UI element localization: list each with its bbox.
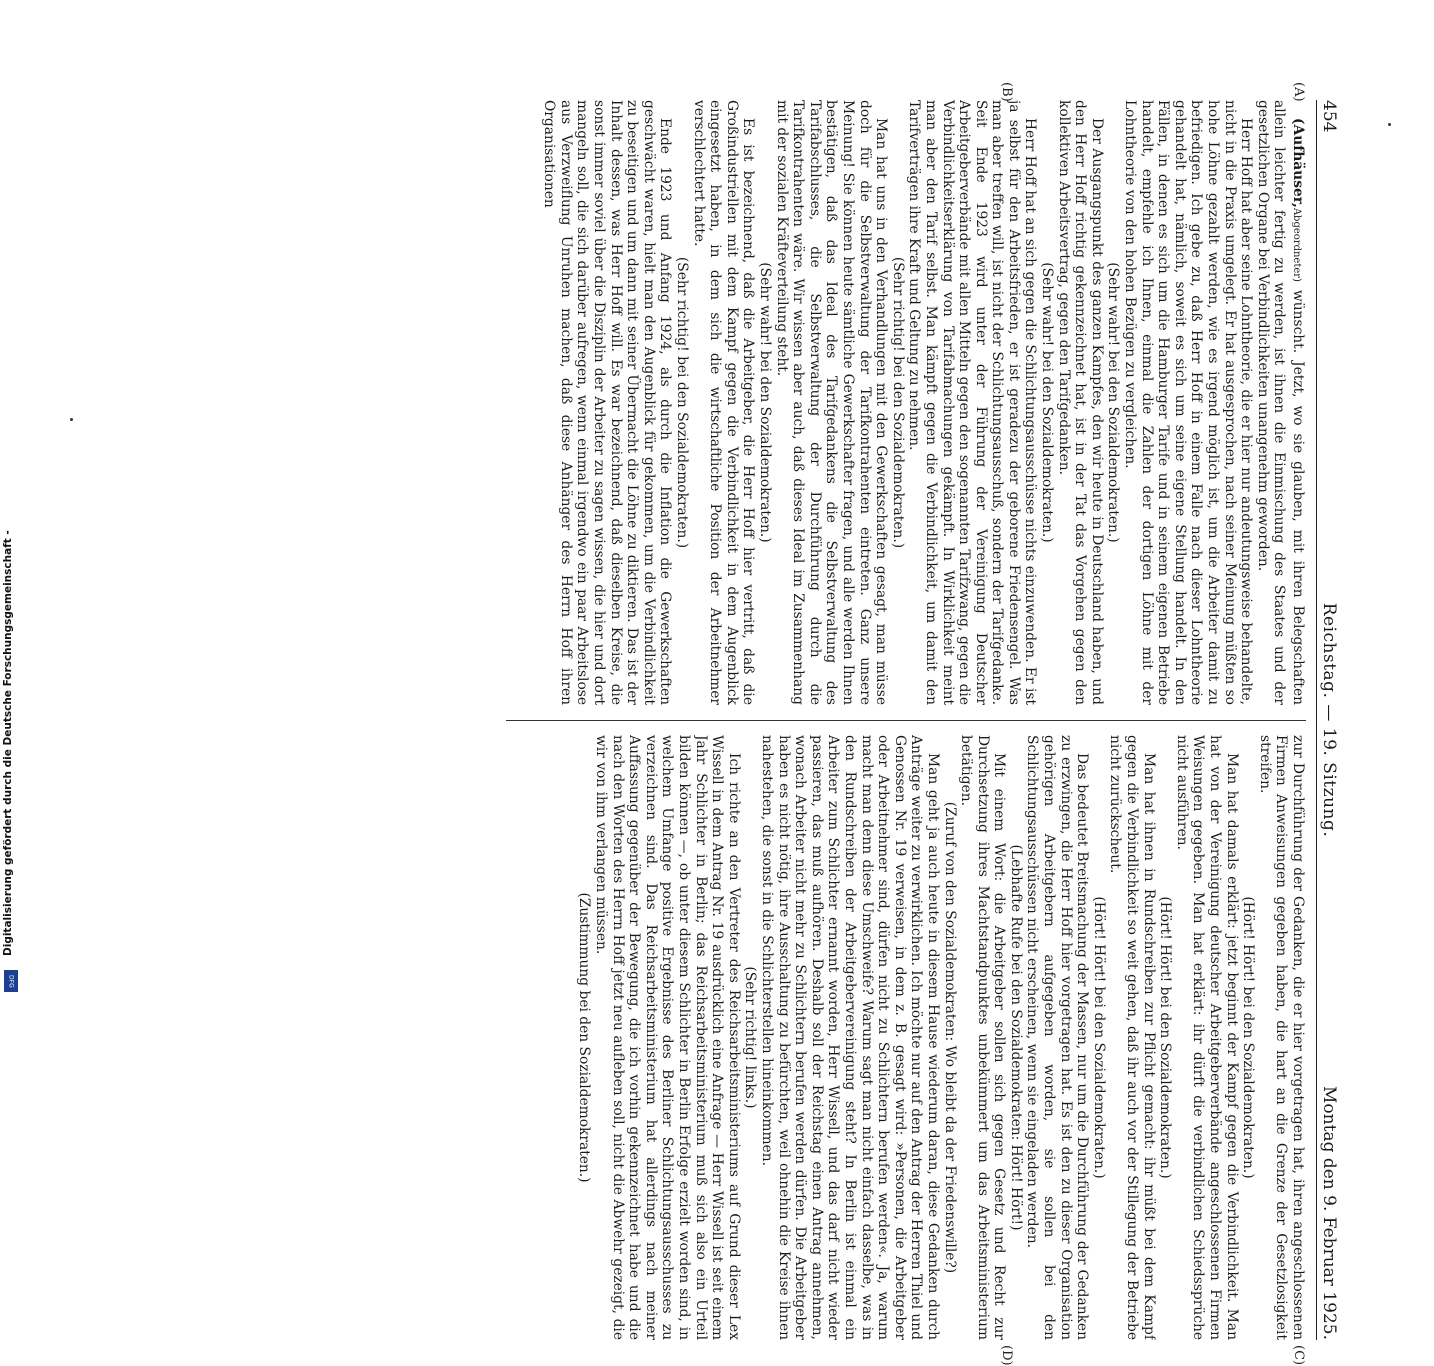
paragraph <box>906 100 1039 705</box>
paragraph-text: (Sehr richtig! links.) <box>742 966 759 1109</box>
paragraph-text: (Zustimmung bei den Sozialdemokraten.) <box>576 892 593 1183</box>
speaker-name: (Aufhäuser, <box>1290 118 1306 208</box>
paragraph <box>690 100 756 705</box>
paragraph-text: Es ist bezeichnend, daß die Arbeitgeber, die Herr Hoff hier vertritt, daß die Großindustriellen mit dem Kampf gegen die Verbindlichkeit in dem Augenblick eingesetzt haben, in dem sich die wirtschaftliche Position der Arbeitnehmer verschlechtert hatte. <box>690 100 757 705</box>
paragraph-text: Herr Hoff hat aber seine Lohntheorie, die er hier nur andeutungsweise behandelte, nicht in die Praxis umgelegt. Er hat ausgesprochen, nach seiner Meinung müßten so hohe Löhne gezahlt werden, wie es irgend möglich ist, um die Arbeiter damit zu befriedigen. Ich gebe zu, daß Herr Hoff in einem Falle nach dieser Lohntheorie gehandelt hat, nämlich, soweit es sich um seine eigene Stellung handelt. In den Fällen, in denen es sich um die Hamburger Tarife und in seinem eigenen Betriebe handelt, empfehle ich Ihnen, einmal die Zahlen der dortigen Löhne mit der Lohntheorie von den hohen Bezügen zu vergleichen. <box>1122 100 1255 705</box>
paragraph <box>541 100 674 705</box>
paragraph <box>1254 100 1306 705</box>
paragraph <box>592 735 741 1340</box>
paragraph-text: (Hört! Hört! bei den Sozialdemokraten.) <box>1157 896 1174 1179</box>
left-column <box>506 100 1306 705</box>
interjection <box>1157 735 1174 1340</box>
paragraph-text: zur Durchführung der Gedanken, die er hier vorgetragen hat, ihren angeschlossenen Firmen Anweisungen gegeben haben, die hart an die Grenze der Gesetzlosigkeit streifen. <box>1256 735 1306 1340</box>
paragraph-text: Ende 1923 und Anfang 1924, als durch die Inflation die Gewerkschaften geschwächt waren, hielt man den Augenblick für gekommen, um die Verbindlichkeit zu beseitigen und um dann mit seiner Übermacht die Löhne zu diktieren. Das ist der Inhalt dessen, was Herr Hoff will. Es war bezeichnend, daß dieselben Kreise, die sonst immer soviel über die Disziplin der Arbeiter zu sagen wissen, die hier und dort mangeln soll, die sich darüber aufregen, wenn einmal irgendwo ein paar Arbeitslose aus Verzweiflung Unruhen machen, daß diese Anhänger des Herrn Hoff ihren Organisationen <box>541 100 674 705</box>
paragraph <box>958 735 1008 1340</box>
interjection <box>1039 100 1056 705</box>
paragraph <box>758 735 941 1340</box>
session-date: Montag den 9. Februar 1925. <box>1319 1086 1339 1340</box>
interjection <box>1105 100 1122 705</box>
paragraph <box>1055 100 1105 705</box>
paragraph <box>1121 100 1254 705</box>
paragraph-text: (Sehr wahr! bei den Sozialdemokraten.) <box>1105 262 1122 543</box>
interjection <box>756 100 773 705</box>
paragraph-text: Der Ausgangspunkt des ganzen Kampfes, den wir heute in Deutschland haben, und den Herr Hoff richtig gekennzeichnet hat, ist in der Tat das Vorgehen gegen den kollektiven Arbeitsvertrag, gegen den Tarifgedanken. <box>1055 100 1105 705</box>
paragraph-text: Mit einem Wort: die Arbeitgeber sollen sich gegen Gesetz und Recht zur Durchsetzung ihres Machtstandpunktes unbekümmert um das Arbeitsministerium betätigen. <box>958 735 1008 1340</box>
digitization-text: Digitalisierung gefördert durch die Deutsche Forschungsgemeinschaft - <box>2 530 14 956</box>
digitization-notice <box>2 530 18 996</box>
dfg-logo-text: DFG <box>7 974 15 988</box>
column-divider <box>506 720 1306 721</box>
interjection <box>941 735 958 1340</box>
interjection <box>673 100 690 705</box>
paragraph <box>1024 735 1090 1340</box>
right-column <box>506 735 1306 1340</box>
paragraph <box>1173 735 1239 1340</box>
page-header <box>1316 100 1339 1340</box>
paragraph-text: (Zuruf von den Sozialdemokraten: Wo bleibt da der Friedenswille?) <box>941 801 958 1274</box>
margin-marker-c: (C) <box>1291 1345 1306 1366</box>
paragraph-text: (Sehr richtig! bei den Sozialdemokraten.) <box>889 256 906 549</box>
speaker-note: Abgeordneter) <box>1291 207 1302 282</box>
interjection <box>1007 735 1024 1340</box>
paragraph <box>1256 735 1306 1340</box>
paragraph-text: (Sehr wahr! bei den Sozialdemokraten.) <box>1039 262 1056 543</box>
interjection <box>576 735 593 1340</box>
margin-marker-a: (A) <box>1291 82 1306 102</box>
paragraph-text: (Sehr richtig! bei den Sozialdemokraten.) <box>674 256 691 549</box>
paragraph-text: (Hört! Hört! bei den Sozialdemokraten.) <box>1240 896 1257 1179</box>
paragraph-text: Man geht ja auch heute in diesem Hause wiederum daran, diese Gedanken durch Anträge weiter zu verwirklichen. Ich möchte nur auf den Antrag der Herren Thiel und Genossen Nr. 19 verweisen, in dem z. B. gesagt wird: »Personen, die Arbeitgeber oder Arbeitnehmer sind, dürfen nicht zu Schlichtern berufen werden«. Ja, warum macht man denn diese Umschweife? Warum sagt man nicht einfach dasselbe, was in den Rundschreiben der Arbeitgebervereinigung steht? In Berlin ist einmal ein Arbeiter zum Schlichter ernannt worden, Herr Wissell, und das darf nicht wieder passieren, das muß aufhören. Deshalb soll der Reichstag einen Antrag annehmen, wonach Arbeiter nicht mehr zu Schlichtern berufen werden dürfen. Die Arbeitgeber haben es nicht nötig, ihre Ausschaltung zu befürchten, weil ohnehin die Kreise ihnen nahestehen, die sonst in die Schlichterstellen hineinkommen. <box>759 735 941 1340</box>
margin-marker-d: (D) <box>999 1345 1014 1366</box>
page-title: Reichstag. — 19. Sitzung. <box>1319 602 1339 838</box>
paragraph-text: Ich richte an den Vertreter des Reichsarbeitsministeriums auf Grund dieser Lex Wissell in dem Antrag Nr. 19 ausdrücklich eine Anfrage — Herr Wissell ist seit einem Jahr Schlichter in Berlin; das Reichsarbeitsministerium muß sich also ein Urteil bilden können —, ob unter diesem Schlichter in Berlin Erfolge erzielt worden sind, in welchem Umfange positive Ergebnisse des Berliner Schlichtungsausschusses zu verzeichnen sind. Das Reichsarbeitsministerium hat allerdings nach meiner Auffassung gegenüber der Bewegung, die ich vorhin gekennzeichnet habe und die nach den Worten des Herrn Hoff jetzt neu aufleben soll, nicht die Abwehr gezeigt, die wir von ihm verlangen müssen. <box>593 735 742 1340</box>
paragraph-text: wünscht. Jetzt, wo sie glauben, mit ihren Belegschaften allein leichter fertig zu werden, ist ihnen die Einmischung des Staates und der gesetzlichen Organe bei Verbindlichkeiten unangenehm geworden. <box>1254 100 1306 705</box>
dfg-logo <box>4 970 18 992</box>
interjection <box>1090 735 1107 1340</box>
paragraph-text: (Hört! Hört! bei den Sozialdemokraten.) <box>1090 896 1107 1179</box>
paragraph-text: Das bedeutet Breitsmachung der Massen, nur um die Durchführung der Gedanken zu erzwingen, die Herr Hoff hier vorgetragen hat. Es ist den zu dieser Organisation gehörigen Arbeitgebern aufgegeben worden, sie sollen bei den Schlichtungsausschüssen nicht erscheinen, wenn sie eingeladen werden. <box>1024 735 1091 1340</box>
paragraph <box>773 100 889 705</box>
paragraph-text: Man hat ihnen in Rundschreiben zur Pflicht gemacht: ihr müßt bei dem Kampf gegen die Verbindlichkeit so weit gehen, daß ihr auch vor der Stillegung der Betriebe nicht zurückscheut. <box>1107 735 1157 1340</box>
paragraph-text: Herr Hoff hat an sich gegen die Schlichtungsausschüsse nichts einzuwenden. Er ist ja selbst für den Arbeitsfrieden, er ist geradezu der geborene Friedensengel. Was man aber treffen will, ist nicht der Schlichtungsausschuß, sondern der Tarifgedanke. Seit Ende 1923 wird unter der Führung der Vereinigung Deutscher Arbeitgeberverbände mit allen Mitteln gegen den sogenannten Tarifzwang, gegen die Verbindlichkeitserklärung von Tarifabmachungen gekämpft. In Wirklichkeit meint man aber den Tarif selbst. Man kämpft gegen die Verbindlichkeit, um damit den Tarifverträgen ihre Kraft und Geltung zu nehmen. <box>906 100 1039 705</box>
interjection <box>1240 735 1257 1340</box>
scan-speck <box>1388 123 1391 126</box>
interjection <box>742 735 759 1340</box>
interjection <box>889 100 906 705</box>
paragraph-text: Man hat damals erklärt: jetzt beginnt der Kampf gegen die Verbindlichkeit. Man hat von der Vereinigung deutscher Arbeitgeberverbände angeschlossenen Firmen Weisungen gegeben. Man hat erklärt: ihr dürft die verbindlichen Schiedssprüche nicht ausführen. <box>1173 735 1240 1340</box>
paragraph <box>1107 735 1157 1340</box>
margin-marker-b: (B) <box>999 82 1014 102</box>
paragraph-text: (Sehr wahr! bei den Sozialdemokraten.) <box>757 262 773 543</box>
scan-speck <box>70 418 73 421</box>
page-number: 454 <box>1319 100 1339 133</box>
paragraph-text: (Lebhafte Rufe bei den Sozialdemokraten: Hört! Hört!) <box>1007 844 1024 1231</box>
paragraph-text: Man hat uns in den Verhandlungen mit den Gewerkschaften gesagt, man müsse doch für die Selbstverwaltung der Tarifkontrahenten eintreten. Ganz unsere Meinung! Sie können heute sämtliche Gewerkschafter fragen, und alle werden Ihnen bestätigen, daß das Ideal des Tarifgedankens die Selbstverwaltung des Tarifabschlusses, die Selbstverwaltung der Durchführung durch die Tarifkontrahenten wäre. Wir wissen aber auch, daß dieses Ideal im Zusammenhang mit der sozialen Kräfteverteilung steht. <box>773 100 890 705</box>
